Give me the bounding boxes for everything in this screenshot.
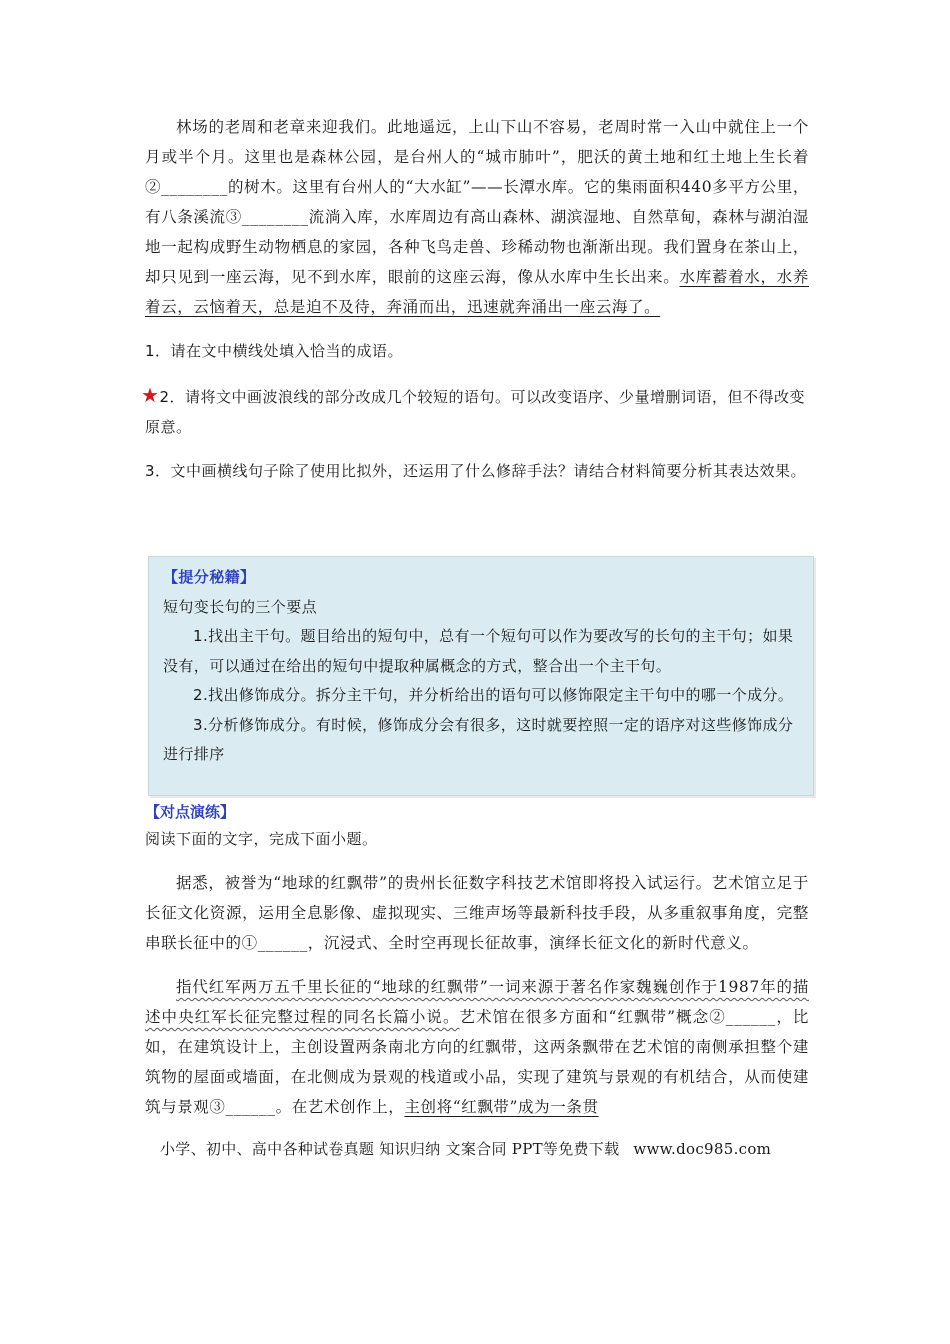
practice-instruction: 阅读下面的文字，完成下面小题。	[145, 830, 378, 848]
footer-url[interactable]: www.doc985.com	[633, 1140, 772, 1158]
footer	[160, 1138, 771, 1159]
tips-item-1: 1.找出主干句。题目给出的短句中，总有一个短句可以作为要改写的长句的主干句；如果没有，可以通过在给出的短句中提取种属概念的方式，整合出一个主干句。	[163, 627, 794, 675]
practice-wavy-sentence: 指代红军两万五千里长征的“地球的红飘带”一词来源于著名作家魏巍创作于1987年的描述中央红军长征完整过程的同名长篇小说。	[145, 978, 809, 1026]
question-1: 1．请在文中横线处填入恰当的成语。	[145, 342, 404, 360]
question-3: 3．文中画横线句子除了使用比拟外，还运用了什么修辞手法？请结合材料简要分析其表达效果。	[145, 462, 807, 480]
tips-item-2: 2.找出修饰成分。拆分主干句，并分析给出的语句可以修饰限定主干句中的哪一个成分。	[193, 686, 794, 704]
tips-item-3: 3.分析修饰成分。有时候，修饰成分会有很多，这时就要控照一定的语序对这些修饰成分进行排序	[163, 715, 794, 763]
practice-title: 【对点演练】	[145, 803, 236, 821]
practice-paragraph-2	[145, 972, 809, 1122]
tips-box	[148, 556, 814, 796]
question-2	[141, 380, 809, 442]
footer-text: 小学、初中、高中各种试卷真题 知识归纳 文案合同 PPT等免费下载	[160, 1140, 620, 1158]
passage-1	[145, 112, 809, 322]
practice-paragraph-2-text: 艺术馆在很多方面和“红飘带”概念②______，比如，在建筑设计上，主创设置两条南北方向的红飘带，这两条飘带在艺术馆的南侧承担整个建筑物的屋面或墙面，在北侧成为景观的栈道或小品，实现了建筑与景观的有机结合，从而使建筑与景观③______。在艺术创作上，	[145, 1008, 809, 1116]
tips-title: 【提分秘籍】	[163, 568, 256, 586]
tips-subtitle: 短句变长句的三个要点	[163, 597, 318, 616]
passage-1-text: 林场的老周和老章来迎我们。此地遥远，上山下山不容易，老周时常一入山中就住上一个月或半个月。这里也是森林公园，是台州人的“城市肺叶”，肥沃的黄土地和红土地上生长着②________的树木。这里有台州人的“大水缸”——长潭水库。它的集雨面积440多平方公里，有八条溪流③________流淌入库，水库周边有高山森林、湖滨湿地、自然草甸，森林与湖泊湿地一起构成野生动物栖息的家园，各种飞鸟走兽、珍稀动物也渐渐出现。我们置身在茶山上，却只见到一座云海，见不到水库，眼前的这座云海，像从水库中生长出来。	[145, 118, 809, 286]
document-body	[141, 112, 809, 486]
question-2-text: 2．请将文中画波浪线的部分改成几个较短的语句。可以改变语序、少量增删词语，但不得改变原意。	[145, 388, 805, 436]
practice-underlined-sentence: 主创将“红飘带”成为一条贯	[404, 1098, 599, 1116]
practice-section	[145, 800, 809, 1122]
passage-1-underlined-sentence: 水库蓄着水，水养着云，云恼着天，总是迫不及待，奔涌而出，迅速就奔涌出一座云海了。	[145, 268, 809, 316]
practice-paragraph-1: 据悉，被誉为“地球的红飘带”的贵州长征数字科技艺术馆即将投入试运行。艺术馆立足于长征文化资源，运用全息影像、虚拟现实、三维声场等最新科技手段，从多重叙事角度，完整串联长征中的①______，沉浸式、全时空再现长征故事，演绎长征文化的新时代意义。	[145, 874, 809, 952]
star-icon: ★	[141, 383, 160, 407]
